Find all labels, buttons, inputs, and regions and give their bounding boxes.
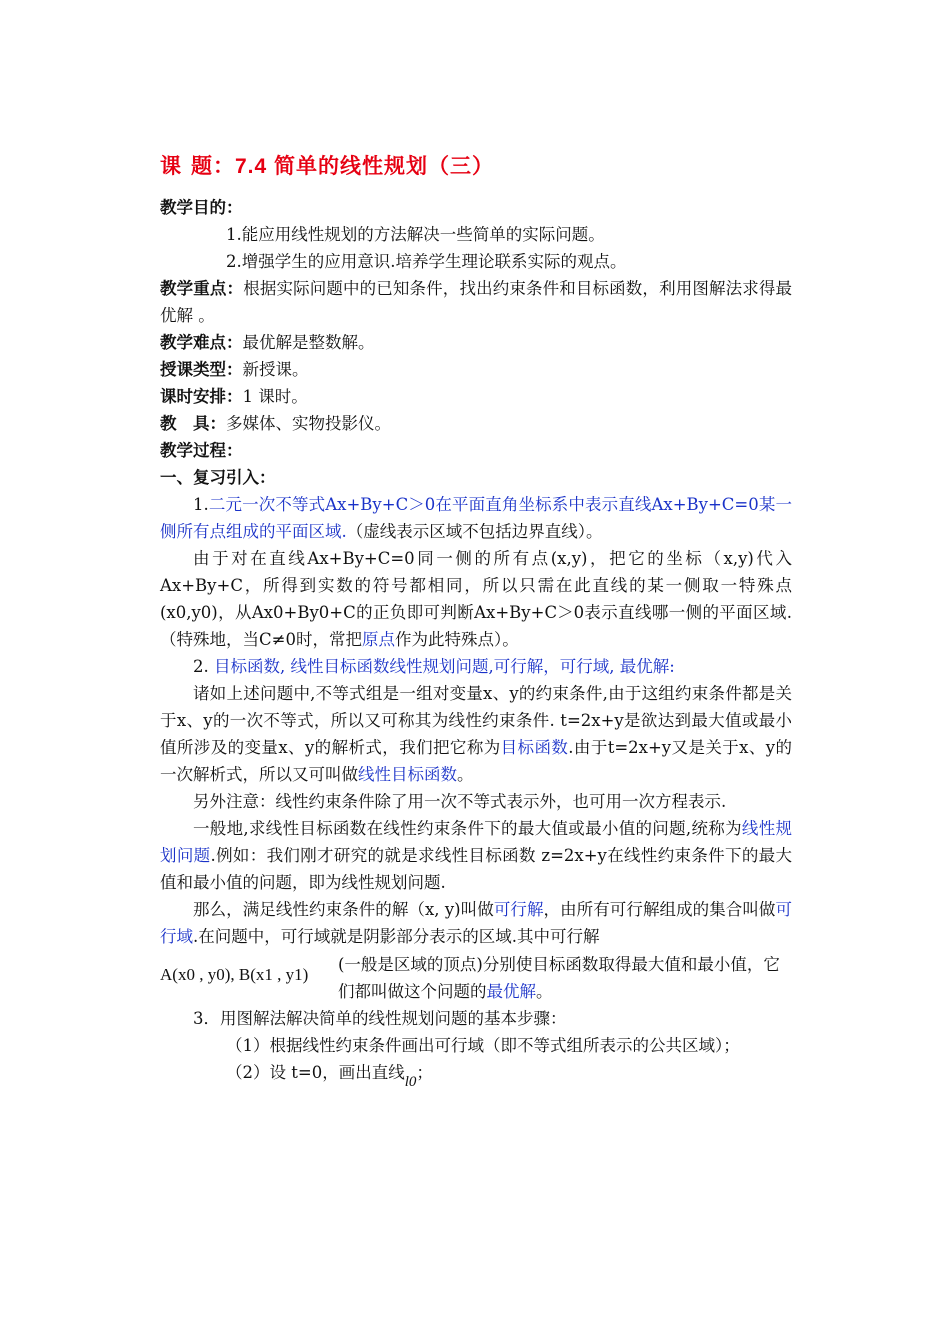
tools-paragraph (160, 410, 792, 437)
paragraph-6 (160, 815, 792, 896)
formula-row (160, 951, 792, 1005)
p4-text-a: 诸如上述问题中,不等式组是一组对变量x、y的约束条件,由于这组约束条件都是关于x、y的一次不等式，所以又可称其为线性约束条件. t=2x+y是欲达到最大值或最小值所涉及的变量x、y的解析式，我们把它称为 (160, 684, 792, 757)
p1-definition: 二元一次不等式Ax+By+C＞0在平面直角坐标系中表示直线Ax+By+C=0某一侧所有点组成的平面区域. (160, 495, 792, 541)
step2-line-l0: l0 (404, 1074, 417, 1090)
formula-points: A(x0 , y0), B(x1 , y1) (160, 965, 309, 984)
process-heading: 教学过程： (160, 441, 243, 460)
time-paragraph (160, 383, 792, 410)
p6-text-b: .例如：我们刚才研究的就是求线性目标函数 z=2x+y在线性约束条件下的最大值和最小值的问题，即为线性规划问题. (160, 846, 793, 892)
p4-text-c: 。 (457, 765, 474, 784)
p7-optimal-solution: 最优解 (486, 982, 536, 1001)
focus-text: 根据实际问题中的已知条件，找出约束条件和目标函数，利用图解法求得最优解 。 (160, 279, 793, 325)
lesson-type-text: 新授课。 (242, 360, 309, 379)
p2-tail: 作为此特殊点）。 (394, 630, 519, 649)
p1-num: 1. (193, 495, 209, 514)
title-ke: 课 (160, 155, 191, 178)
p6-lp-problem: 线性规划问题 (160, 819, 793, 865)
p7-feasible-region: 可行域 (160, 900, 793, 946)
objective-item-2: 2.增强学生的应用意识.培养学生理论联系实际的观点。 (226, 252, 627, 271)
lesson-type-label: 授课类型： (160, 360, 243, 379)
p7-feasible-solution: 可行解 (493, 900, 544, 919)
difficulty-paragraph (160, 329, 792, 356)
paragraph-7 (160, 896, 792, 950)
formula-description (338, 951, 792, 1005)
focus-label: 教学重点： (160, 279, 244, 298)
difficulty-text: 最优解是整数解。 (242, 333, 375, 352)
tools-label: 教 具： (160, 414, 226, 433)
p7-text-d: (一般是区域的顶点)分别使目标函数取得最大值和最小值，它们都叫做这个问题的 (338, 955, 780, 1001)
step-1: （1）根据线性约束条件画出可行域（即不等式组所表示的公共区域）； (226, 1036, 740, 1055)
paragraph-5: 另外注意：线性约束条件除了用一次不等式表示外，也可用一次方程表示. (193, 792, 727, 811)
p2-origin: 原点 (361, 630, 395, 649)
step-2 (160, 1059, 792, 1088)
paragraph-8: 3．用图解法解决简单的线性规划问题的基本步骤： (193, 1009, 567, 1028)
objectives-heading: 教学目的： (160, 198, 243, 217)
page-title (160, 150, 792, 180)
tools-text: 多媒体、实物投影仪。 (226, 414, 391, 433)
time-label: 课时安排： (160, 387, 243, 406)
p7-text-e: 。 (536, 982, 553, 1001)
document-page (160, 150, 792, 1088)
p3-terms: 目标函数, 线性目标函数线性规划问题,可行解，可行域, 最优解: (214, 657, 675, 676)
objective-item-1: 1.能应用线性规划的方法解决一些简单的实际问题。 (226, 225, 605, 244)
p7-text-c: .在问题中，可行域就是阴影部分表示的区域.其中可行解 (193, 927, 600, 946)
step2-text: （2）设 t=0，画出直线 (226, 1063, 405, 1082)
lesson-type-paragraph (160, 356, 792, 383)
p4-objective-function: 目标函数 (500, 738, 569, 757)
difficulty-label: 教学难点： (160, 333, 243, 352)
paragraph-1 (160, 491, 792, 545)
step2-end: ； (416, 1063, 433, 1082)
title-ti: 题 (191, 155, 213, 178)
p4-linear-objective-function: 线性目标函数 (358, 765, 457, 784)
paragraph-3 (160, 653, 792, 680)
time-text: 1 课时。 (242, 387, 308, 406)
p3-num: 2. (193, 657, 209, 676)
p1-rest: （虚线表示区域不包括边界直线）。 (346, 522, 603, 541)
focus-paragraph (160, 275, 792, 329)
p7-text-b: ，由所有可行解组成的集合叫做 (543, 900, 776, 919)
p4-text-b: .由于t=2x+y又是关于x、y的一次解析式，所以又可叫做 (160, 738, 792, 784)
section1-heading: 一、复习引入： (160, 468, 276, 487)
p6-text-a: 一般地,求线性目标函数在线性约束条件下的最大值或最小值的问题,统称为 (193, 819, 742, 838)
title-main: 7.4 简单的线性规划（三） (235, 155, 495, 178)
title-sep: ： (213, 155, 235, 178)
paragraph-2 (160, 545, 792, 653)
p2-text: 由于对在直线Ax+By+C=0同一侧的所有点(x,y)，把它的坐标（x,y)代入Ax+By+C，所得到实数的符号都相同，所以只需在此直线的某一侧取一特殊点(x0,y0)，从Ax0+By0+C的正负即可判断Ax+By+C＞0表示直线哪一侧的平面区域.（特殊地，当C≠0时，常把 (160, 549, 792, 649)
paragraph-4 (160, 680, 792, 788)
p7-text-a: 那么，满足线性约束条件的解（x, y)叫做 (193, 900, 494, 919)
